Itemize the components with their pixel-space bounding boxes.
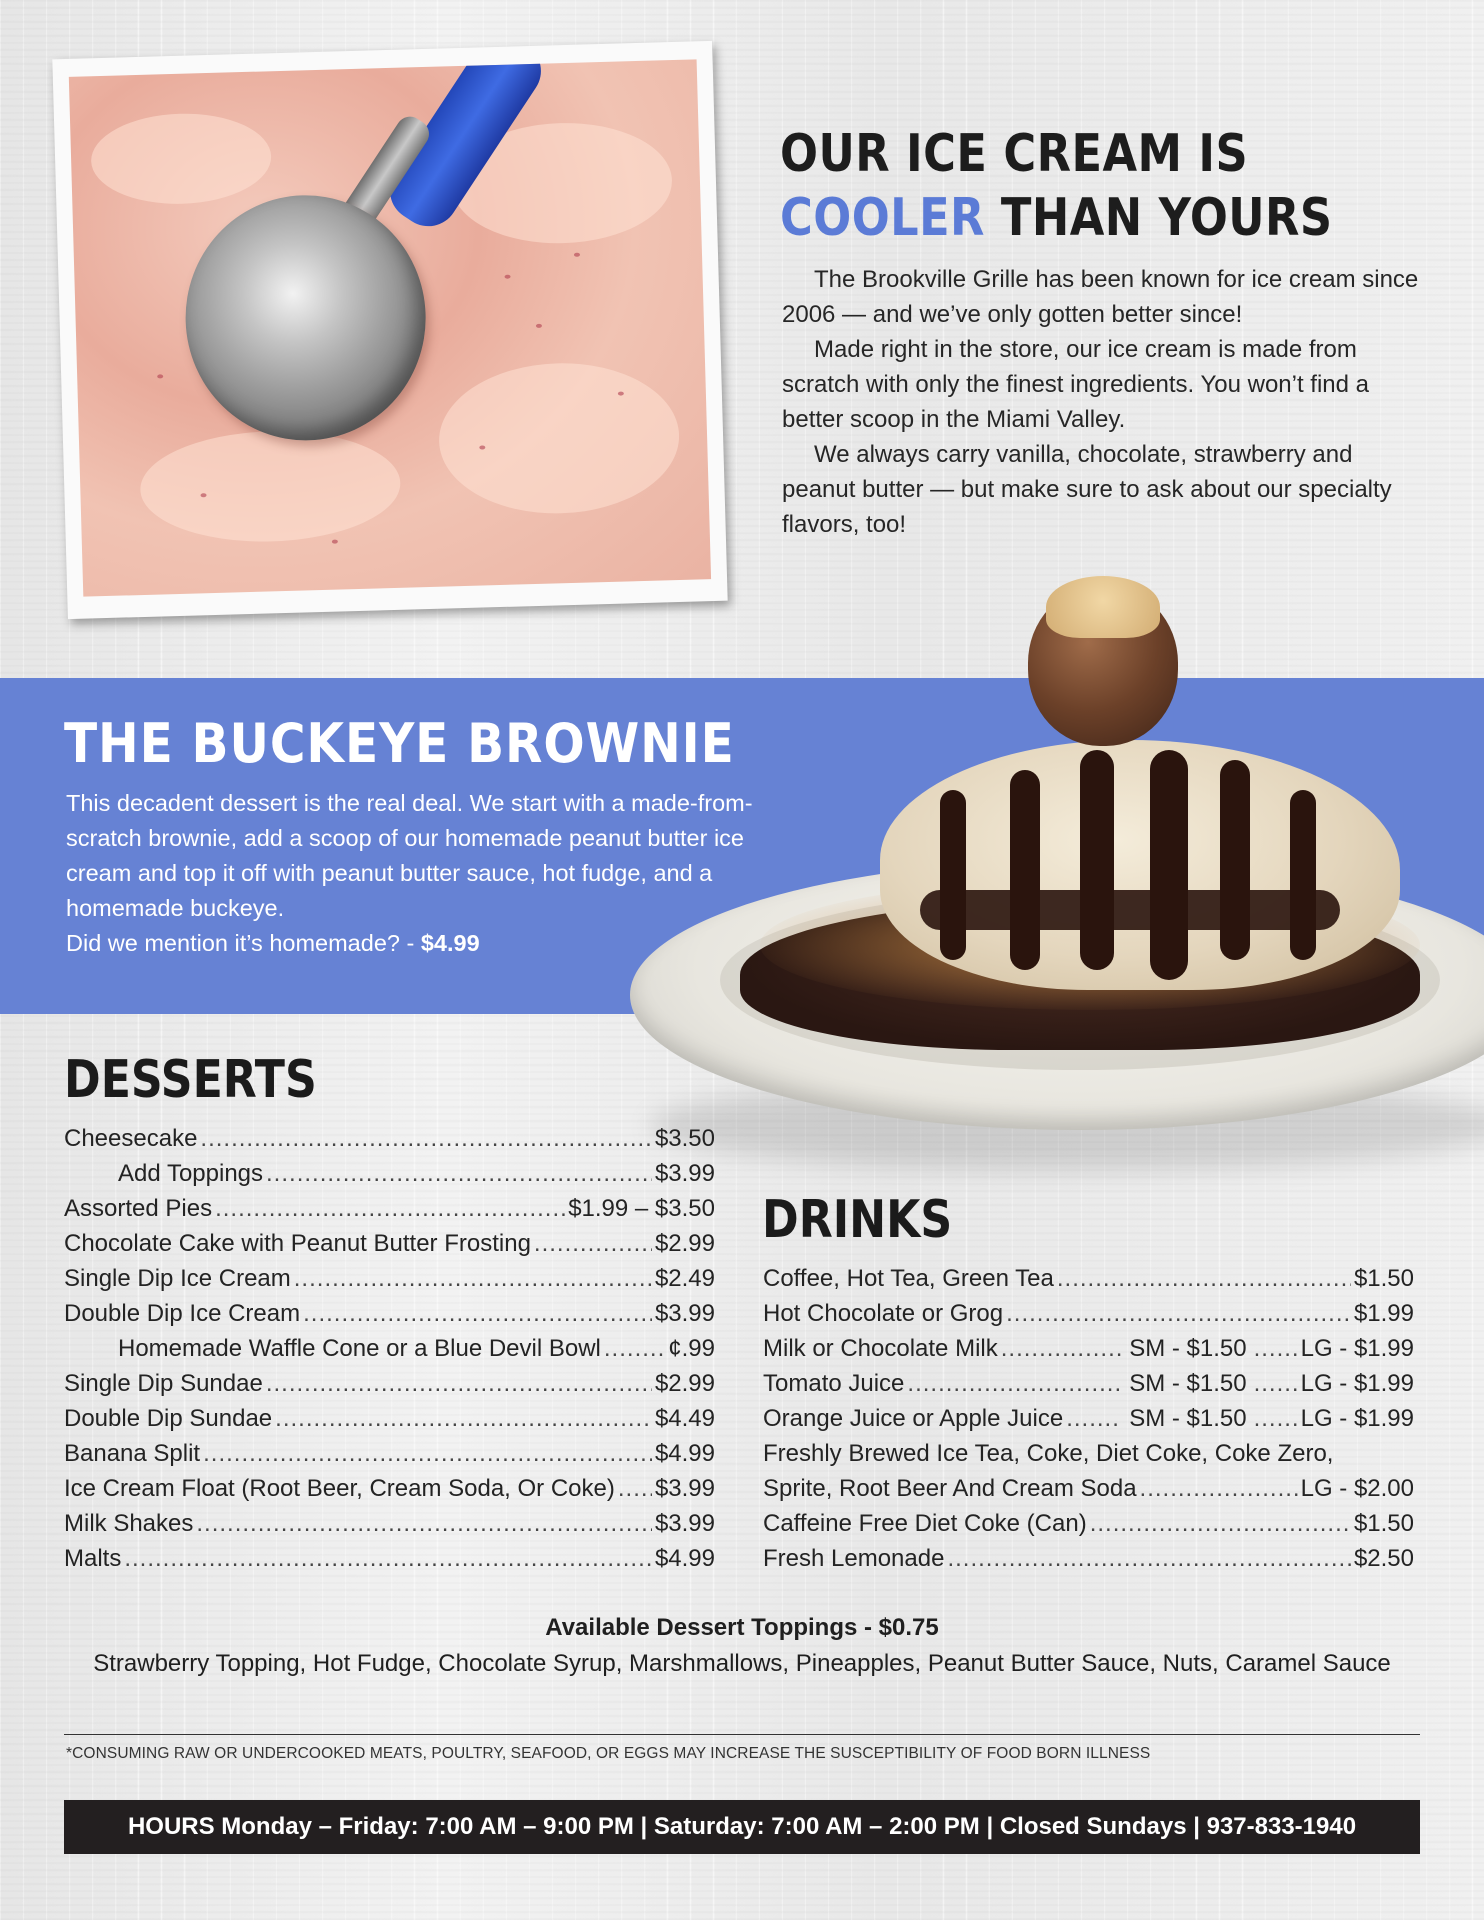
intro-copy bbox=[782, 262, 1422, 542]
headline-line-1: OUR ICE CREAM IS bbox=[780, 124, 1249, 184]
menu-item: Coffee, Hot Tea, Green Tea ..... $1.50 bbox=[763, 1261, 1414, 1296]
menu-item: Malts ..... $4.99 bbox=[64, 1541, 715, 1576]
intro-paragraph: Made right in the store, our ice cream is made from scratch with only the finest ingredients. You won’t find a better scoop in the Miami Valley. bbox=[782, 336, 1370, 433]
menu-item: Double Dip Ice Cream ..... $3.99 bbox=[64, 1296, 715, 1331]
menu-item: Ice Cream Float (Root Beer, Cream Soda, Or Coke) ..... $3.99 bbox=[64, 1471, 715, 1506]
menu-item: Double Dip Sundae ..... $4.49 bbox=[64, 1401, 715, 1436]
intro-paragraph: The Brookville Grille has been known for ice cream since 2006 — and we’ve only gotten better since! bbox=[782, 266, 1419, 328]
feature-description-text: This decadent dessert is the real deal. We start with a made-from-scratch brownie, add a scoop of our homemade peanut butter ice cream and top it off with peanut butter sauce, hot fudge, and a homemade buckeye. bbox=[66, 790, 753, 921]
menu-item: Orange Juice or Apple Juice ..... SM - $1.50 ..... LG - $1.99 bbox=[763, 1401, 1414, 1436]
food-safety-disclaimer: *CONSUMING RAW OR UNDERCOOKED MEATS, POULTRY, SEAFOOD, OR EGGS MAY INCREASE THE SUSCEPTIBILITY OF FOOD BORN ILLNESS bbox=[66, 1745, 1151, 1762]
drinks-list bbox=[763, 1261, 1414, 1576]
desserts-title: DESSERTS bbox=[64, 1050, 317, 1110]
menu-item: Cheesecake ..... $3.50 bbox=[64, 1121, 715, 1156]
toppings-list: Strawberry Topping, Hot Fudge, Chocolate Syrup, Marshmallows, Pineapples, Peanut Butter Sauce, Nuts, Caramel Sauce bbox=[93, 1650, 1391, 1677]
menu-item: Single Dip Ice Cream ..... $2.49 bbox=[64, 1261, 715, 1296]
hours-bar: HOURS Monday – Friday: 7:00 AM – 9:00 PM | Saturday: 7:00 AM – 2:00 PM | Closed Sundays | 937-833-1940 bbox=[64, 1800, 1420, 1854]
drinks-title: DRINKS bbox=[762, 1190, 953, 1250]
ice-cream-photo bbox=[52, 41, 727, 619]
menu-item: Banana Split ..... $4.99 bbox=[64, 1436, 715, 1471]
desserts-list bbox=[64, 1121, 715, 1576]
headline-line-2-rest: THAN YOURS bbox=[984, 188, 1333, 248]
menu-item: Milk Shakes ..... $3.99 bbox=[64, 1506, 715, 1541]
menu-item: Single Dip Sundae ..... $2.99 bbox=[64, 1366, 715, 1401]
buckeye-peanut-butter-top bbox=[1046, 576, 1160, 638]
menu-item: Fresh Lemonade ..... $2.50 bbox=[763, 1541, 1414, 1576]
feature-description bbox=[66, 786, 766, 961]
ice-cream-scoop-photo-icon bbox=[69, 59, 711, 596]
headline-line-2 bbox=[780, 186, 1365, 250]
headline-accent: COOLER bbox=[780, 188, 985, 248]
menu-item: Hot Chocolate or Grog ..... $1.99 bbox=[763, 1296, 1414, 1331]
divider bbox=[64, 1734, 1420, 1735]
menu-item: Sprite, Root Beer And Cream Soda ..... LG - $2.00 bbox=[763, 1471, 1414, 1506]
intro-paragraph: We always carry vanilla, chocolate, strawberry and peanut butter — but make sure to ask about our specialty flavors, too! bbox=[782, 441, 1392, 538]
menu-item: Assorted Pies ..... $1.99 – $3.50 bbox=[64, 1191, 715, 1226]
toppings-title: Available Dessert Toppings - $0.75 bbox=[545, 1614, 939, 1641]
menu-item: Caffeine Free Diet Coke (Can) ..... $1.50 bbox=[763, 1506, 1414, 1541]
menu-item: Freshly Brewed Ice Tea, Coke, Diet Coke, Coke Zero, bbox=[763, 1440, 1334, 1467]
menu-item: Milk or Chocolate Milk ..... SM - $1.50 ..... LG - $1.99 bbox=[763, 1331, 1414, 1366]
menu-item: Tomato Juice ..... SM - $1.50 ..... LG - $1.99 bbox=[763, 1366, 1414, 1401]
feature-title: THE BUCKEYE BROWNIE bbox=[64, 712, 735, 775]
intro-headline bbox=[780, 122, 1365, 250]
feature-tagline: Did we mention it’s homemade? - bbox=[66, 930, 421, 956]
menu-item: Chocolate Cake with Peanut Butter Frosting ..... $2.99 bbox=[64, 1226, 715, 1261]
feature-price: $4.99 bbox=[420, 930, 480, 956]
menu-item: Homemade Waffle Cone or a Blue Devil Bowl ..... ¢.99 bbox=[64, 1331, 715, 1366]
menu-item: Add Toppings ..... $3.99 bbox=[64, 1156, 715, 1191]
